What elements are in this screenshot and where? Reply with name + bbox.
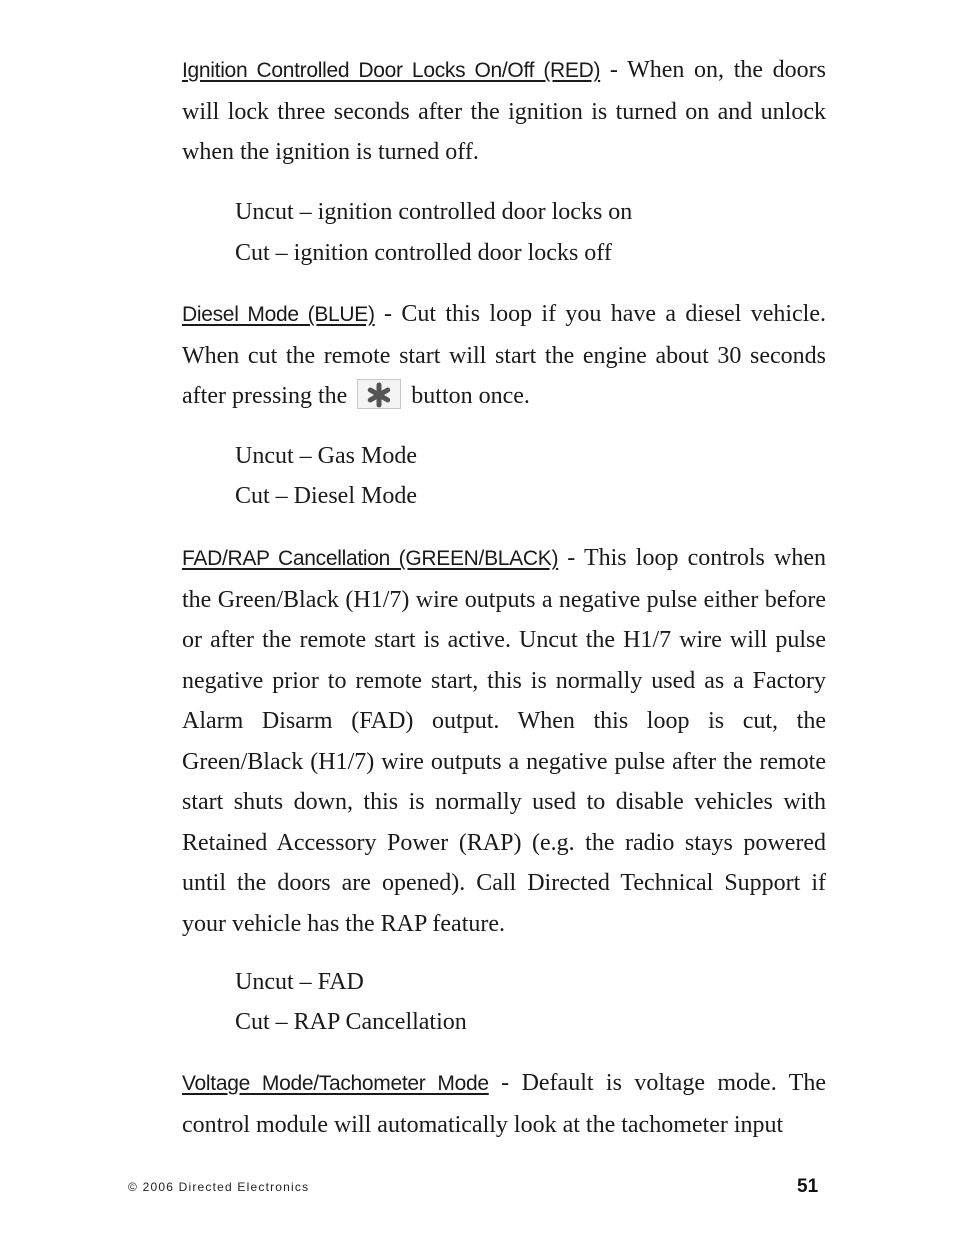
- section-body: - This loop controls when the Green/Black (H1/7) wire outputs a negative pulse either before or after the remote start is active. Uncut the H1/7 wire will pulse negative prior to remote start, this is normally used as a Factory Alarm Disarm (FAD) output. When this loop is cut, the Green/Black (H1/7) wire outputs a negative pulse after the remote start shuts down, this is normally used to disable vehicles with Retained Accessory Power (RAP) (e.g. the radio stays powered until the doors are opened). Call Directed Technical Support if your vehicle has the RAP feature.: [182, 545, 827, 937]
- footer-copyright: © 2006 Directed Electronics: [128, 1180, 310, 1194]
- section-heading: Ignition Controlled Door Locks On/Off (RED): [182, 59, 601, 82]
- option-cut: Cut – Diesel Mode: [235, 483, 417, 509]
- asterisk-icon: [366, 382, 392, 408]
- option-uncut: Uncut – FAD: [235, 969, 364, 995]
- option-uncut: Uncut – ignition controlled door locks on: [235, 199, 633, 225]
- section-heading: FAD/RAP Cancellation (GREEN/BLACK): [182, 547, 559, 570]
- page-number: 51: [797, 1176, 819, 1197]
- option-uncut: Uncut – Gas Mode: [235, 443, 417, 469]
- section-body: - Default is voltage mode. The control module will automatically look at the tachometer input: [182, 1070, 826, 1138]
- section-diesel-mode: [182, 294, 826, 417]
- section-body-continued: button once.: [405, 383, 530, 409]
- section-body: - Cut this loop if you have a diesel vehicle. When cut the remote start will start the engine about 30 seconds after pressing the: [182, 301, 827, 409]
- option-cut: Cut – ignition controlled door locks off: [235, 240, 612, 266]
- section-heading: Diesel Mode (BLUE): [182, 303, 375, 326]
- section-body: - When on, the doors will lock three seconds after the ignition is turned on and unlock when the ignition is turned off.: [182, 57, 827, 165]
- section-fad-rap-cancellation: [182, 538, 826, 944]
- remote-asterisk-button-image: [357, 379, 401, 409]
- section-ignition-door-locks: [182, 50, 826, 173]
- section-heading: Voltage Mode/Tachometer Mode: [182, 1072, 489, 1095]
- option-cut: Cut – RAP Cancellation: [235, 1009, 467, 1035]
- section-voltage-tach-mode: [182, 1063, 826, 1145]
